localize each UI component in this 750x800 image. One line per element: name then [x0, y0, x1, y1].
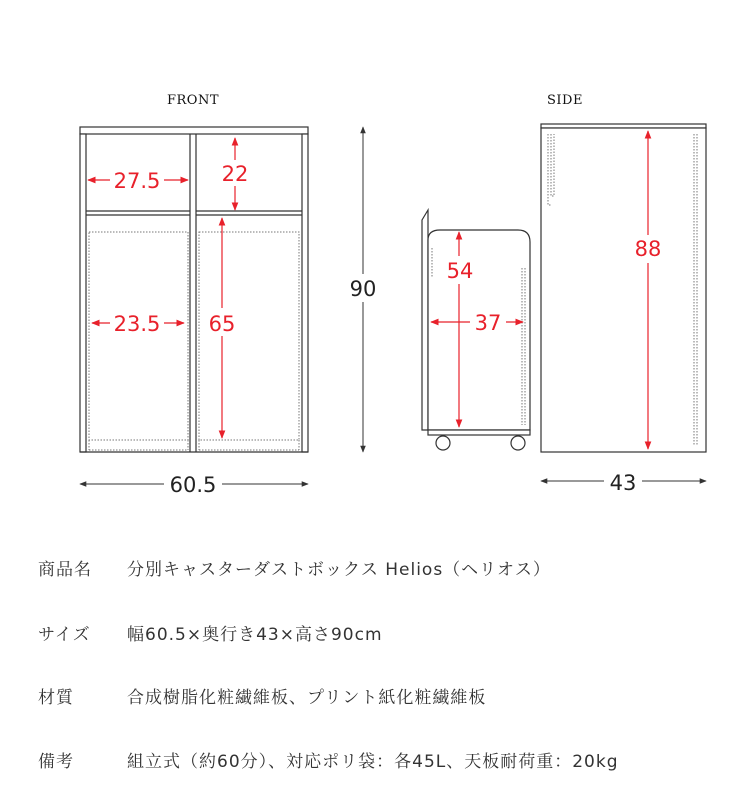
- total-height-label: 90: [349, 277, 377, 301]
- side-body-height-label: 88: [634, 237, 662, 261]
- spec-label: 備考: [38, 752, 74, 772]
- total-width-label: 60.5: [169, 473, 217, 497]
- spec-value: 合成樹脂化粧繊維板、プリント紙化粧繊維板: [127, 688, 487, 708]
- spec-label: 商品名: [38, 560, 92, 580]
- spec-label: サイズ: [38, 625, 91, 645]
- spec-row-name: [38, 555, 551, 580]
- front-view-label: FRONT: [166, 93, 220, 108]
- top-width-label: 27.5: [113, 169, 161, 193]
- side-cabinet: [541, 124, 706, 452]
- spec-label: 材質: [38, 688, 74, 708]
- side-bin-depth-label: 37: [474, 311, 502, 335]
- side-view-label: SIDE: [547, 93, 583, 108]
- front-bins: [89, 232, 299, 450]
- spec-row-material: [38, 683, 486, 708]
- spec-value: 幅60.5×奥行き43×高さ90cm: [127, 625, 383, 645]
- spec-value: 分別キャスターダストボックス Helios（ヘリオス）: [127, 560, 551, 580]
- spec-value: 組立式（約60分）、対応ポリ袋：各45L、天板耐荷重：20kg: [127, 752, 619, 772]
- bin-height-label: 65: [208, 312, 236, 336]
- side-total-depth-label: 43: [609, 471, 637, 495]
- bin-width-label: 23.5: [113, 312, 161, 336]
- spec-row-notes: [38, 747, 619, 772]
- top-height-label: 22: [221, 162, 249, 186]
- spec-row-size: [38, 620, 383, 645]
- side-bin-height-label: 54: [446, 259, 474, 283]
